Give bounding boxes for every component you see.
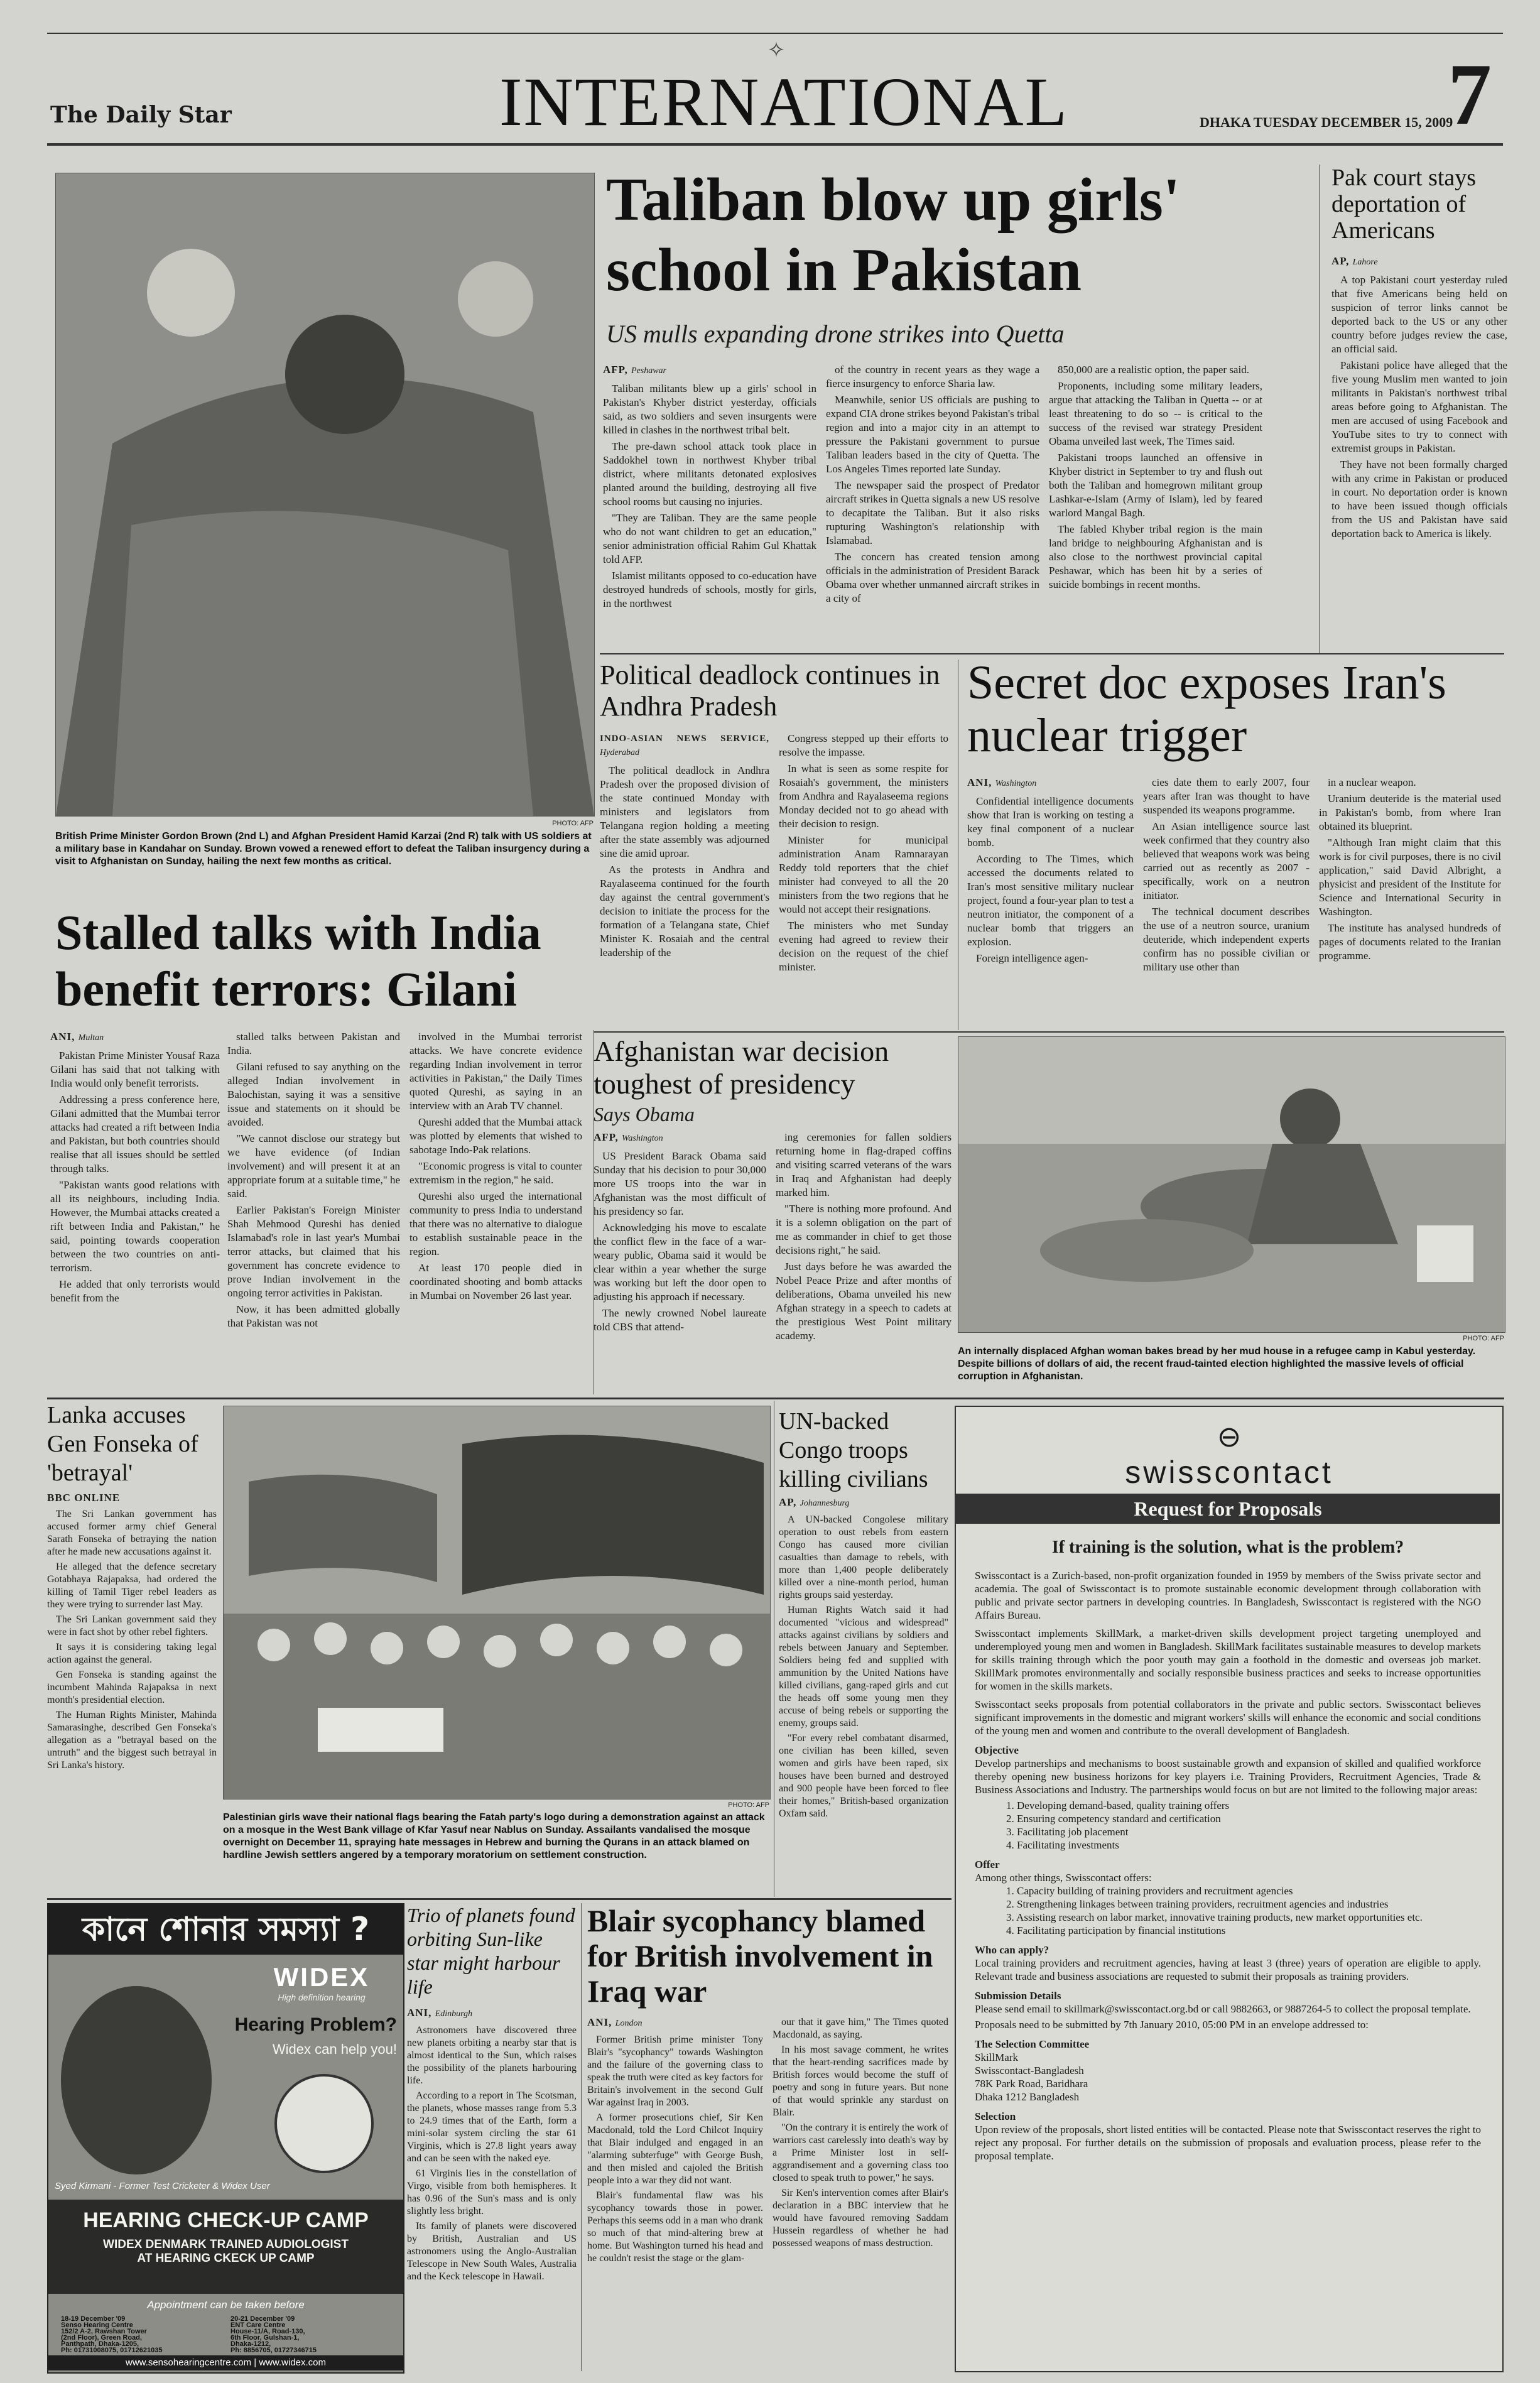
venue-line: Ph: 01731008075, 01712621035 — [61, 2347, 163, 2353]
taliban-subhead: US mulls expanding drone strikes into Quetta — [606, 320, 1065, 348]
widex-subquestion: Widex can help you! — [272, 2041, 397, 2057]
lanka-paragraph: The Human Rights Minister, Mahinda Samarasinghe, described Gen Fonseka's allegation as a "betrayal based on the untruth" and the biggest such betrayal in Sri Lanka's history. — [47, 1710, 217, 1771]
blair-paragraph: "On the contrary it is entirely the work of warriors cast carelessly into death's way by a Prime Minister lost in self-aggrandisement and a governing class too closed to speak truth to power," he says. — [773, 2122, 948, 2183]
rfp-paragraph: Local training providers and recruitment agencies, having at least 3 (three) years of operation are eligible to apply. Relevant trade and business associations are requested to submit their proposals as training providers. — [975, 1957, 1481, 1982]
lanka-article — [47, 1492, 217, 1894]
iran-column-3 — [1319, 776, 1501, 1027]
rfp-committee-title: The Selection Committee — [975, 2038, 1090, 2050]
rfp-body — [975, 1569, 1481, 2360]
venue-line: Ph: 8856705, 01727346715 — [230, 2347, 317, 2353]
photo-brown-karzai-soldiers — [55, 173, 595, 817]
rfp-address-line: SkillMark — [975, 2051, 1018, 2063]
rfp-banner: Request for Proposals — [956, 1494, 1500, 1524]
gilani-column-3 — [409, 1030, 582, 1394]
venue-line: (2nd Floor), Green Road, — [61, 2334, 142, 2342]
rfp-question: If training is the solution, what is the problem? — [1051, 1538, 1404, 1557]
blair-byline: ANI, London — [587, 2016, 643, 2028]
congo-paragraph: "For every rebel combatant disarmed, one civilian has been killed, seven women and girls have been raped, six houses have been burned and destroyed and 900 people have been forced to flee their homes," British-based organization Oxfam said. — [779, 1733, 948, 1819]
widex-camp-sub: AT HEARING CKECK UP CAMP — [137, 2252, 315, 2265]
venue-line: Senso Hearing Centre — [61, 2321, 133, 2329]
widex-camp-title: HEARING CHECK-UP CAMP — [83, 2208, 369, 2232]
lanka-byline: BBC ONLINE — [47, 1492, 121, 1504]
iran-byline: ANI, Washington — [967, 776, 1037, 788]
lanka-headline: Lanka accuses Gen Fonseka of 'betrayal' — [47, 1402, 198, 1486]
taliban-column-3 — [1049, 363, 1262, 646]
widex-bangla-headline: কানে শোনার সমস্যা ? — [48, 1904, 403, 1955]
gilani-column-1 — [50, 1030, 220, 1394]
gilani-paragraph: involved in the Mumbai terrorist attacks. We have concrete evidence regarding Indian involvement in terror activities in Pakistan," the Daily Times quoted Qureshi, as saying in an interview with an Arab TV channel. — [409, 1031, 582, 1112]
rfp-list-item: 1. Capacity building of training providers and recruitment agencies — [1006, 1885, 1293, 1897]
masthead-rule — [47, 143, 1503, 146]
rfp-paragraph: Proposals need to be submitted by 7th January 2010, 05:00 PM in an envelope addressed to: — [975, 2019, 1369, 2031]
gilani-paragraph: Addressing a press conference here, Gilani admitted that the Mumbai terror attacks had created a rift between India and Pakistan, but both countries should realise that all issues should be settled through talks. — [50, 1094, 220, 1175]
rfp-list-item: 3. Assisting research on labor market, innovative training products, new market opportunities etc. — [1006, 1911, 1423, 1923]
pakcourt-paragraph: Pakistani police have alleged that the five young Muslim men wanted to join militants in Pakistan's northwest tribal areas before going to Afghanistan. The men are accused of using Facebook and YouTube sites to try to connect with extremist groups in Pakistan. — [1331, 359, 1507, 454]
column-rule — [581, 1903, 582, 2371]
widex-ad — [47, 1903, 404, 2374]
compass-ornament-icon: ✧ — [767, 39, 786, 62]
iran-headline: Secret doc exposes Iran's nuclear trigger — [967, 656, 1446, 762]
swisscontact-logo-icon: ⊖ — [1217, 1421, 1242, 1451]
taliban-paragraph: The pre-dawn school attack took place in Saddokhel town in northwest Khyber tribal district, where militants detonated explosives planted around the building, destroying all five school rooms but causing no injuries. — [603, 440, 816, 508]
lanka-paragraph: Gen Fonseka is standing against the incumbent Mahinda Rajapaksa in next month's presidential election. — [47, 1669, 217, 1705]
afghan-paragraph: "There is nothing more profound. And it is a solemn obligation on the part of me as commander in chief to get those decisions right," he said. — [776, 1203, 952, 1256]
photo3-caption: Palestinian girls wave their national flags bearing the Fatah party's logo during a demonstration against an attack on a mosque in the West Bank village of Kfar Yasuf near Nablus on Sunday. Assailants vandalised the mosque overnight on December 11, spraying hate messages in Hebrew and burning the Qurans in an attack blamed on hardline Jewish settlers angered by a temporary moratorium on settlement construction. — [223, 1812, 765, 1860]
rfp-address-line: 78K Park Road, Baridhara — [975, 2078, 1088, 2090]
iran-paragraph: "Although Iran might claim that this work is for civil purposes, there is no civil application," said David Albright, a physicist and president of the Institute for Science and International Security in Washington. — [1319, 837, 1501, 918]
congo-paragraph: A UN-backed Congolese military operation to oust rebels from eastern Congo has caused more civilian casualties than damage to rebels, with more than 1,400 people deliberately killed over a nine-month period, human rights groups said yesterday. — [779, 1514, 948, 1600]
column-rule — [1319, 165, 1320, 654]
gilani-headline: Stalled talks with India benefit terrors: Gilani — [55, 905, 541, 1016]
widex-web: www.sensohearingcentre.com | www.widex.com — [48, 2355, 403, 2370]
venue-line: House-11/A, Road-130, — [230, 2328, 305, 2335]
widex-venue-2 — [230, 2316, 394, 2353]
photo3-credit: PHOTO: AFP — [728, 1801, 769, 1809]
gilani-paragraph: Qureshi added that the Mumbai attack was plotted by elements that wished to sabotage Indo-Pak relations. — [409, 1116, 582, 1156]
gilani-paragraph: Qureshi also urged the international community to press India to understand that there was no alternative to dialogue to establish sustainable peace in the region. — [409, 1190, 582, 1257]
rfp-paragraph: Swisscontact implements SkillMark, a market-driven skills development project targeting unemployed and underemployed young men and women in Bangladesh. SkillMark facilitates sustainable measures to develop markets for skills training through which the poor youth may gain a foothold in the domestic and overseas job market. SkillMark promotes environmentally and socially responsible business practices and seeks to increase opportunities for women in the skills markets. — [975, 1627, 1481, 1692]
iran-paragraph: cies date them to early 2007, four years after Iran was thought to have suspended its weapons programme. — [1143, 776, 1310, 816]
taliban-paragraph: Islamist militants opposed to co-education have destroyed hundreds of schools, mostly for girls, in the northwest — [603, 570, 816, 609]
pakcourt-headline: Pak court stays deportation of Americans — [1331, 165, 1477, 244]
andhra-paragraph: In what is seen as some respite for Rosaiah's government, the ministers from Andhra and Rayalaseema regions Monday decided not to go ahead with their decision to resign. — [779, 763, 948, 830]
taliban-paragraph: The fabled Khyber tribal region is the main land bridge to neighbouring Afghanistan and is also close to the northwest provincial capital Peshawar, which has been hit by a series of suicide bombings in recent months. — [1049, 523, 1262, 590]
afghan-paragraph: ing ceremonies for fallen soldiers returning home in flag-draped coffins and visiting scarred veterans of the wars in Iraq and Afghanistan had deeply marked him. — [776, 1131, 952, 1198]
andhra-column-1 — [600, 732, 769, 1027]
taliban-byline: AFP, Peshawar — [603, 364, 666, 376]
gilani-paragraph: "Economic progress is vital to counter extremism in the region," he said. — [409, 1160, 582, 1186]
rfp-selection-title: Selection — [975, 2110, 1016, 2122]
widex-hearing-badge-icon — [274, 2074, 374, 2173]
andhra-paragraph: As the protests in Andhra and Rayalaseema continued for the fourth day against the central government's decision to initiate the process for the formation of a Telangana state, Chief Minister K. Rosaiah and the central leadership of the — [600, 864, 769, 958]
andhra-paragraph: The political deadlock in Andhra Pradesh over the proposed division of the state continued Monday with ministers and legislators from Telangana region holding a meeting after the state assembly was adjourned sine die amid uproar. — [600, 764, 769, 859]
taliban-column-1 — [603, 363, 816, 646]
dateline: DHAKA TUESDAY DECEMBER 15, 2009 — [1200, 114, 1453, 130]
planets-paragraph: Its family of planets were discovered by British, Australian and US astronomers using the Anglo-Australian Telescope in New South Wales, Australia and the Keck telescope in Hawaii. — [407, 2221, 577, 2282]
gilani-paragraph: At least 170 people died in coordinated shooting and bomb attacks in Mumbai on November 26 last year. — [409, 1262, 582, 1301]
widex-brand: WIDEX — [273, 1962, 370, 1992]
blair-paragraph: Sir Ken's intervention comes after Blair's declaration in a BBC interview that he would have favoured removing Saddam Hussein regardless of whether he had possessed weapons of mass destruction. — [773, 2188, 948, 2249]
rfp-list-item: 2. Strengthening linkages between training providers, recruitment agencies and industries — [1006, 1898, 1389, 1910]
rfp-list-item: 4. Facilitating investments — [1006, 1839, 1119, 1851]
andhra-paragraph: Congress stepped up their efforts to resolve the impasse. — [779, 732, 948, 758]
gilani-paragraph: He added that only terrorists would benefit from the — [50, 1278, 220, 1304]
taliban-paragraph: "They are Taliban. They are the same people who do not want children to get an education," senior administration official Rahim Gul Khattak told AFP. — [603, 512, 816, 565]
widex-question: Hearing Problem? — [234, 2014, 397, 2035]
iran-paragraph: The technical document describes the use of a neutron source, uranium deuteride, which independent experts confirm has no possible civilian or military use other than — [1143, 906, 1310, 973]
rfp-paragraph: Among other things, Swisscontact offers: — [975, 1872, 1152, 1884]
rfp-address-line: Dhaka 1212 Bangladesh — [975, 2091, 1080, 2103]
iran-paragraph: The institute has analysed hundreds of pages of documents related to the Iranian programme. — [1319, 922, 1501, 962]
section-rule — [47, 1398, 1504, 1399]
gilani-paragraph: stalled talks between Pakistan and India. — [227, 1031, 400, 1056]
iran-paragraph: Confidential intelligence documents show that Iran is working on testing a key final component of a nuclear bomb. — [967, 795, 1134, 849]
photo2-credit: PHOTO: AFP — [1463, 1335, 1504, 1342]
afghan-paragraph: The newly crowned Nobel laureate told CBS that attend- — [594, 1307, 766, 1333]
photo1-credit: PHOTO: AFP — [552, 820, 594, 827]
swisscontact-logo: swisscontact — [1125, 1455, 1333, 1490]
photo1-caption: British Prime Minister Gordon Brown (2nd L) and Afghan President Hamid Karzai (2nd R) talk with US soldiers at a military base in Kandahar on Sunday. Brown vowed a renewed effort to defeat the Taliban insurgency during a visit to Afghanistan on Sunday, hailing the next few months as critical. — [55, 831, 592, 867]
iran-paragraph: An Asian intelligence source last week confirmed that they country also believed that weapons work was being carried out as recently as 2007 - specifically, work on a neutron initiator. — [1143, 820, 1310, 901]
section-rule — [594, 1031, 1504, 1033]
planets-paragraph: Astronomers have discovered three new planets orbiting a nearby star that is almost identical to the Sun, which raises the possibility of the planets harbouring life. — [407, 2025, 577, 2086]
afghan-column-1 — [594, 1131, 766, 1394]
rfp-offer-title: Offer — [975, 1859, 1000, 1870]
rfp-paragraph: Swisscontact seeks proposals from potential collaborators in the private and public sectors. Swisscontact believes significant improvements in the domestic and migrant workers' skills will enhance the economic and social conditions of the young men and women and contribute to the overall development of Bangladesh. — [975, 1698, 1481, 1737]
photo-afghan-woman-bread — [958, 1036, 1505, 1333]
planets-byline: ANI, Edinburgh — [407, 2007, 473, 2019]
gilani-byline: ANI, Multan — [50, 1031, 104, 1043]
gilani-paragraph: Earlier Pakistan's Foreign Minister Shah Mehmood Qureshi has denied Islamabad's role in last year's Mumbai terror attacks, but claimed that his government has concrete evidence to prove Indian involvement in the ongoing terror activities in Pakistan. — [227, 1204, 400, 1299]
rfp-list-item: 3. Facilitating job placement — [1006, 1826, 1129, 1838]
rfp-list-item: 4. Facilitating participation by financial institutions — [1006, 1924, 1226, 1936]
lanka-paragraph: He alleged that the defence secretary Gotabhaya Rajapaksa, had ordered the killing of Tamil Tiger rebel leaders as they were trying to surrender last May. — [47, 1561, 217, 1610]
widex-appointment: Appointment can be taken before — [147, 2299, 305, 2311]
section-title: INTERNATIONAL — [499, 66, 1068, 140]
afghan-subhead: Says Obama — [594, 1103, 695, 1126]
lanka-paragraph: The Sri Lankan government has accused former army chief General Sarath Fonseka of betraying the nation after he made new accusations against it. — [47, 1509, 217, 1557]
iran-column-2 — [1143, 776, 1310, 1027]
rfp-list-item: 1. Developing demand-based, quality training offers — [1006, 1799, 1230, 1811]
pakcourt-byline: AP, Lahore — [1331, 255, 1378, 267]
iran-paragraph: Uranium deuteride is the material used in Pakistan's bomb, from where Iran obtained its blueprint. — [1319, 793, 1501, 832]
rfp-apply-title: Who can apply? — [975, 1944, 1049, 1956]
rfp-paragraph: Swisscontact is a Zurich-based, non-profit organization founded in 1959 by members of the Swiss private sector and academia. The goal of Swisscontact is to promote sustainable economic development through collaboration with public and private sector partners in developing countries. In Bangladesh, Swisscontact is registered with the NGO Affairs Bureau. — [975, 1570, 1481, 1621]
pakcourt-paragraph: They have not been formally charged with any crime in Pakistan or produced in court. No deportation order is known to have been issued though officials from the US and Pakistan have said deportation back to America is likely. — [1331, 459, 1507, 540]
taliban-paragraph: Taliban militants blew up a girls' school in Pakistan's Khyber district yesterday, officials said, as two soldiers and seven insurgents were killed in clashes in the northwest tribal belt. — [603, 383, 816, 436]
andhra-paragraph: Minister for municipal administration Anam Ramnarayan Reddy told reporters that the chief minister had conveyed to all the 20 ministers from the two regions that he would not accept their resignations. — [779, 834, 948, 915]
blair-paragraph: Former British prime minister Tony Blair's "sycophancy" towards Washington and the failure of the governing class to speak the truth were cited as key factors for Britain's involvement in the second Gulf War against Iraq in 2003. — [587, 2034, 763, 2108]
widex-camp-sub: WIDEX DENMARK TRAINED AUDIOLOGIST — [103, 2238, 349, 2251]
iran-paragraph: in a nuclear weapon. — [1328, 776, 1416, 788]
taliban-paragraph: The concern has created tension among officials in the administration of President Barack Obama over whether unmanned aircraft strikes in a city of — [826, 551, 1039, 604]
pakcourt-article — [1331, 254, 1507, 650]
taliban-paragraph: 850,000 are a realistic option, the paper said. — [1058, 364, 1249, 376]
blair-column-2 — [773, 2016, 948, 2371]
gilani-paragraph: Pakistan Prime Minister Yousaf Raza Gilani has said that not talking with India would only benefit terrorists. — [50, 1050, 220, 1089]
congo-article — [779, 1496, 948, 1898]
widex-person-caption: Syed Kirmani - Former Test Cricketer & Widex User — [55, 2181, 270, 2191]
rfp-address-line: Swisscontact-Bangladesh — [975, 2065, 1084, 2076]
taliban-paragraph: Proponents, including some military leaders, argue that attacking the Taliban in Quetta -- or at least threatening to do so -- is critical to the success of the revised war strategy President Obama unveiled last week, The Times said. — [1049, 380, 1262, 447]
rfp-paragraph: Upon review of the proposals, short listed entities will be contacted. Please note that Swisscontact reserves the right to reject any proposal. For further details on the submission of proposals and evaluation process, please refer to the proposal template. — [975, 2124, 1481, 2162]
gilani-column-2 — [227, 1030, 400, 1394]
blair-paragraph: Blair's fundamental flaw was his sycophancy towards those in power. Perhaps this seems odd in a man who drank so much of that mind-altering brew at home. But Washington turned his head and he couldn't resist the stage or the glam- — [587, 2190, 763, 2264]
taliban-paragraph: Meanwhile, senior US officials are pushing to expand CIA drone strikes beyond Pakistan's tribal region and into a major city in an attempt to pressure the Pakistani government to pursue Taliban leaders based in the city of Quetta. The Los Angeles Times reported late Sunday. — [826, 394, 1039, 475]
gilani-paragraph: "We cannot disclose our strategy but we have evidence (of Indian involvement) and will present it at an appropriate forum at a suitable time," he said. — [227, 1132, 400, 1200]
gilani-paragraph: Gilani refused to say anything on the alleged Indian involvement in Balochistan, saying it was a sensitive issue and statements on it should be avoided. — [227, 1061, 400, 1128]
gilani-paragraph: "Pakistan wants good relations with all its neighbours, including India. However, the Mumbai attacks created a rift between India and Pakistan," he said, pointing towards cooperation between the two countries on anti-terrorism. — [50, 1179, 220, 1274]
taliban-paragraph: of the country in recent years as they wage a fierce insurgency to enforce Sharia law. — [826, 364, 1039, 389]
lanka-paragraph: The Sri Lankan government said they were in fact shot by other rebel fighters. — [47, 1614, 217, 1637]
planets-paragraph: According to a report in The Scotsman, the planets, whose masses range from 5.3 to 24.9 times that of the Earth, form a mini-solar system circling the star 61 Virginis, which is 27.8 light years away and can be seen with the naked eye. — [407, 2090, 577, 2164]
planets-article — [407, 2007, 577, 2371]
taliban-column-2 — [826, 363, 1039, 646]
spokesperson-photo — [61, 1986, 212, 2174]
venue-line: 6th Floor, Gulshan-1, — [230, 2334, 300, 2342]
masthead-logo: The Daily Star — [50, 102, 232, 128]
venue-line: ENT Care Centre — [230, 2321, 286, 2329]
widex-venue-1 — [61, 2316, 224, 2353]
congo-headline: UN-backed Congo troops killing civilians — [779, 1408, 928, 1492]
andhra-headline: Political deadlock continues in Andhra Pradesh — [600, 660, 940, 722]
blair-paragraph: our that it gave him," The Times quoted Macdonald, as saying. — [773, 2017, 948, 2040]
photo2-caption: An internally displaced Afghan woman bakes bread by her mud house in a refugee camp in Kabul yesterday. Despite billions of dollars of aid, the recent fraud-tainted election highlighted the massive levels of official corruption in Afghanistan. — [958, 1346, 1476, 1382]
blair-paragraph: A former prosecutions chief, Sir Ken Macdonald, told the Lord Chilcot Inquiry that Blair indulged and engaged in an "alarming subterfuge" with George Bush, and then misled and cajoled the British people into a war they did not want. — [587, 2112, 763, 2186]
taliban-paragraph: The newspaper said the prospect of Predator aircraft strikes in Quetta signals a new US resolve to decapitate the Taliban. But it also risks rupturing Washington's relationship with Islamabad. — [826, 479, 1039, 546]
photo-palestinian-girls-flags — [223, 1406, 771, 1799]
taliban-headline: Taliban blow up girls' school in Pakistan — [606, 166, 1181, 304]
rfp-submission-title: Submission Details — [975, 1990, 1061, 2002]
congo-byline: AP, Johannesburg — [779, 1496, 850, 1508]
afghan-headline: Afghanistan war decision toughest of presidency — [594, 1035, 889, 1100]
rfp-paragraph: Please send email to skillmark@swisscontact.org.bd or call 9882663, or 9887264-5 to collect the proposal template. — [975, 2003, 1471, 2015]
afghan-paragraph: Acknowledging his move to escalate the conflict flew in the face of a war-weary public, Obama said it would be clear within a year whether the surge was working but left the door open to adjusting his approach if necessary. — [594, 1222, 766, 1303]
page-number: 7 — [1448, 46, 1492, 138]
taliban-paragraph: Pakistani troops launched an offensive in Khyber district in September to try and flush out both the Taliban and homegrown militant group Lashkar-e-Islam (Army of Islam), led by feared warlord Mangal Bagh. — [1049, 452, 1262, 519]
swisscontact-ad — [955, 1406, 1504, 2372]
congo-paragraph: Human Rights Watch said it had documented "vicious and widespread" attacks against civilians by soldiers and rebels between January and September. Soldiers being fed and supplied with ammunition by the United Nations have killed civilians, gang-raped girls and cut the heads off some young men they accuse of being rebels or supporting the enemy, groups said. — [779, 1605, 948, 1729]
venue-line: 18-19 December '09 — [61, 2316, 126, 2323]
planets-paragraph: 61 Virginis lies in the constellation of Virgo, visible from both hemispheres. It has 0.96 of the Sun's mass and is only slightly less bright. — [407, 2168, 577, 2217]
afghan-paragraph: Just days before he was awarded the Nobel Peace Prize and after months of deliberations, Obama unveiled his new Afghan strategy in a speech to cadets at the prestigious West Point military academy. — [776, 1261, 952, 1342]
iran-paragraph: According to The Times, which accessed the documents related to Iran's most sensitive military nuclear project, found a four-year plan to test a neutron initiator, the component of a nuclear bomb that triggers an explosion. — [967, 853, 1134, 948]
andhra-byline: INDO-ASIAN NEWS SERVICE, Hyderabad — [600, 734, 769, 757]
blair-headline: Blair sycophancy blamed for British involvement in Iraq war — [587, 1903, 933, 2009]
widex-camp-banner — [48, 2200, 403, 2294]
venue-line: 20-21 December '09 — [230, 2316, 295, 2323]
top-rule — [47, 33, 1503, 34]
rfp-paragraph: Develop partnerships and mechanisms to boost sustainable growth and expansion of skilled and qualified workforce thereby opening new business horizons for key players i.e. Training Providers, Recruitment Agencies, Trade & Business Associations and Industry. The partnerships would focus on but are not limited to the following major areas: — [975, 1757, 1481, 1796]
section-rule — [600, 653, 1504, 654]
pakcourt-paragraph: A top Pakistani court yesterday ruled that five Americans being held on suspicion of terror links cannot be deported back to the US or any other country before judges review the case, an official said. — [1331, 274, 1507, 355]
blair-paragraph: In his most savage comment, he writes that the heart-rending sacrifices made by British forces would become the stuff of poetry and song in future years. But none of that would sprinkle any stardust on Blair. — [773, 2044, 948, 2118]
venue-line: Panthpath, Dhaka-1205, — [61, 2340, 139, 2348]
afghan-byline: AFP, Washington — [594, 1131, 663, 1143]
venue-line: Dhaka-1212, — [230, 2340, 271, 2348]
blair-column-1 — [587, 2016, 763, 2371]
rfp-objective-title: Objective — [975, 1744, 1019, 1756]
iran-column-1 — [967, 776, 1134, 1027]
afghan-column-2 — [776, 1131, 952, 1394]
afghan-paragraph: US President Barack Obama said Sunday that his decision to pour 30,000 more US troops into the war in Afghanistan was the most difficult of his presidency so far. — [594, 1150, 766, 1217]
rfp-list-item: 2. Ensuring competency standard and certification — [1006, 1813, 1221, 1825]
andhra-paragraph: The ministers who met Sunday evening had agreed to review their decision on the request of the chief minister. — [779, 920, 948, 973]
gilani-paragraph: Now, it has been admitted globally that Pakistan was not — [227, 1303, 400, 1329]
iran-paragraph: Foreign intelligence agen- — [976, 952, 1088, 964]
widex-tagline: High definition hearing — [278, 1992, 366, 2002]
planets-headline: Trio of planets found orbiting Sun-like star might harbour life — [407, 1904, 575, 1998]
venue-line: 152/2 A-2, Rawshan Tower — [61, 2328, 147, 2335]
lanka-paragraph: It says it is considering taking legal action against the general. — [47, 1642, 217, 1665]
section-rule — [47, 1898, 952, 1900]
andhra-column-2 — [779, 732, 948, 1027]
